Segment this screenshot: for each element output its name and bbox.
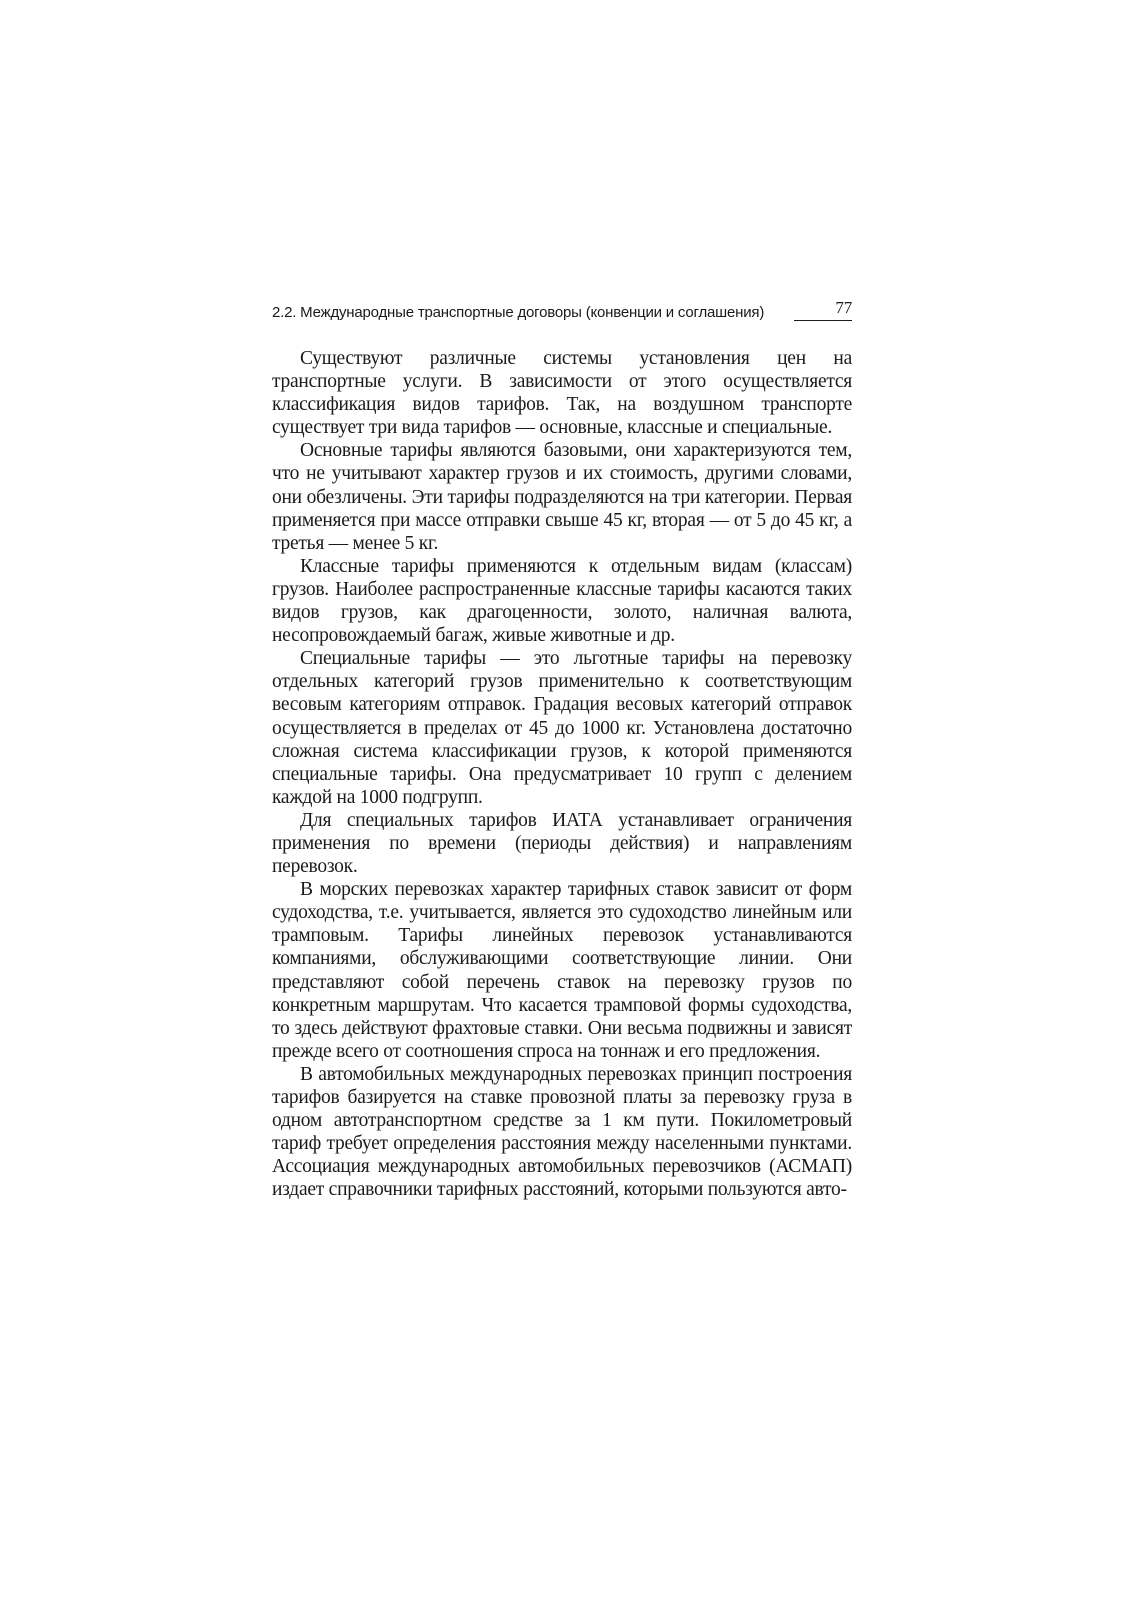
paragraph: Специальные тарифы — это льготные тарифы на перевозку отдельных категорий грузов применительно к соответствующим весовым категориям отправок. Градация весовых категорий отправок осуществляется в пределах от 45 до 1000 кг. Установлена достаточно сложная система классификации грузов, к которой применяются специальные тарифы. Она предусматривает 10 групп с делением каждой на 1000 подгрупп.: [272, 648, 852, 808]
paragraph: Основные тарифы являются базовыми, они характеризуются тем, что не учитывают характер грузов и их стоимость, другими словами, они обезличены. Эти тарифы подразделяются на три категории. Первая применяется при массе отправки свыше 45 кг, вторая — от 5 до 45 кг, а третья — менее 5 кг.: [272, 440, 852, 554]
page-number: 77: [794, 298, 852, 321]
section-title: 2.2. Международные транспортные договоры (конвенции и соглашения): [272, 304, 765, 321]
paragraph: Классные тарифы применяются к отдельным видам (классам) грузов. Наиболее распространенные классные тарифы касаются таких видов грузов, как драгоценности, золото, наличная валюта, несопровождаемый багаж, живые животные и др.: [272, 555, 852, 647]
book-page: [272, 298, 852, 1201]
paragraph: В автомобильных международных перевозках принцип построения тарифов базируется на ставке провозной платы за перевозку груза в одном автотранспортном средстве за 1 км пути. Покилометровый тариф требует определения расстояния между населенными пунктами. Ассоциация международных автомобильных перевозчиков (АСМАП) издает справочники тарифных расстояний, которыми пользуются авто-: [272, 1063, 852, 1201]
running-head: [272, 298, 852, 321]
paragraph: В морских перевозках характер тарифных ставок зависит от форм судоходства, т.е. учитывается, является это судоходство линейным или трамповым. Тарифы линейных перевозок устанавливаются компаниями, обслуживающими соответствующие линии. Они представляют собой перечень ставок на перевозку грузов по конкретным маршрутам. Что касается трамповой формы судоходства, то здесь действуют фрахтовые ставки. Они весьма подвижны и зависят прежде всего от соотношения спроса на тоннаж и его предложения.: [272, 879, 852, 1062]
paragraph: Для специальных тарифов ИАТА устанавливает ограничения применения по времени (периоды действия) и направлениям перевозок.: [272, 809, 852, 878]
body-text: [272, 347, 852, 1201]
paragraph: Существуют различные системы установления цен на транспортные услуги. В зависимости от этого осуществляется классификация видов тарифов. Так, на воздушном транспорте существует три вида тарифов — основные, классные и специальные.: [272, 348, 852, 439]
